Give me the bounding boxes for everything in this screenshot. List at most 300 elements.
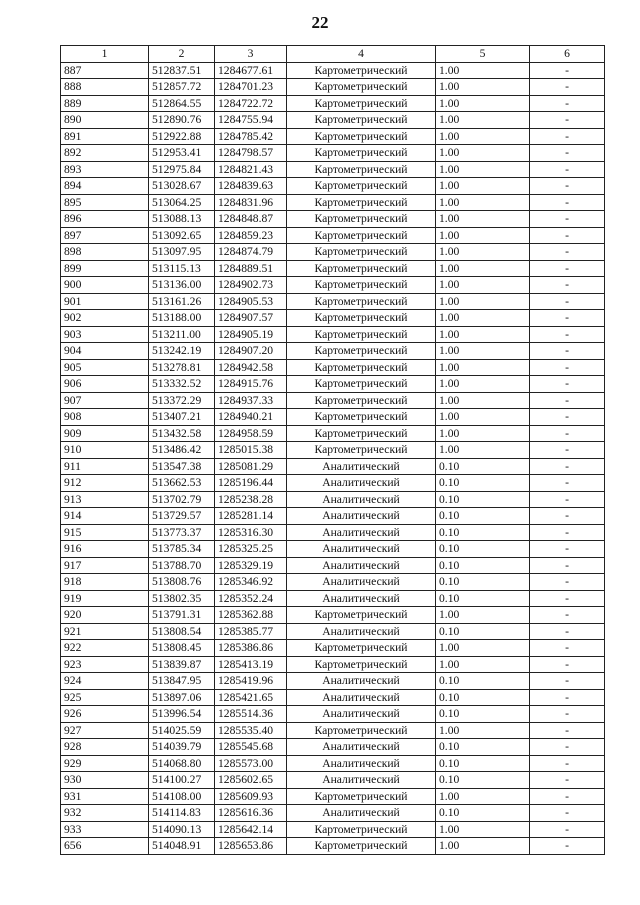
table-row (61, 673, 605, 690)
note-cell: - (530, 458, 605, 475)
table-row (61, 277, 605, 294)
table-row (61, 145, 605, 162)
x-coordinate-cell: 514048.91 (149, 838, 215, 855)
y-coordinate-cell: 1284785.42 (215, 128, 287, 145)
point-number-cell: 893 (61, 161, 149, 178)
x-coordinate-cell: 514068.80 (149, 755, 215, 772)
y-coordinate-cell: 1285573.00 (215, 755, 287, 772)
y-coordinate-cell: 1284831.96 (215, 194, 287, 211)
note-cell: - (530, 145, 605, 162)
column-header: 2 (149, 46, 215, 63)
method-cell: Картометрический (287, 788, 436, 805)
accuracy-cell: 1.00 (436, 838, 530, 855)
x-coordinate-cell: 512953.41 (149, 145, 215, 162)
column-header: 4 (287, 46, 436, 63)
method-cell: Картометрический (287, 376, 436, 393)
point-number-cell: 909 (61, 425, 149, 442)
accuracy-cell: 1.00 (436, 409, 530, 426)
method-cell: Аналитический (287, 772, 436, 789)
note-cell: - (530, 673, 605, 690)
y-coordinate-cell: 1285535.40 (215, 722, 287, 739)
note-cell: - (530, 689, 605, 706)
accuracy-cell: 0.10 (436, 491, 530, 508)
x-coordinate-cell: 513407.21 (149, 409, 215, 426)
method-cell: Аналитический (287, 805, 436, 822)
point-number-cell: 920 (61, 607, 149, 624)
x-coordinate-cell: 513729.57 (149, 508, 215, 525)
method-cell: Картометрический (287, 260, 436, 277)
accuracy-cell: 1.00 (436, 62, 530, 79)
accuracy-cell: 1.00 (436, 640, 530, 657)
x-coordinate-cell: 513808.54 (149, 623, 215, 640)
point-number-cell: 889 (61, 95, 149, 112)
point-number-cell: 895 (61, 194, 149, 211)
method-cell: Аналитический (287, 706, 436, 723)
y-coordinate-cell: 1285015.38 (215, 442, 287, 459)
point-number-cell: 890 (61, 112, 149, 129)
table-row (61, 821, 605, 838)
x-coordinate-cell: 513088.13 (149, 211, 215, 228)
note-cell: - (530, 706, 605, 723)
x-coordinate-cell: 513092.65 (149, 227, 215, 244)
y-coordinate-cell: 1285362.88 (215, 607, 287, 624)
point-number-cell: 898 (61, 244, 149, 261)
point-number-cell: 919 (61, 590, 149, 607)
table-row (61, 409, 605, 426)
accuracy-cell: 0.10 (436, 524, 530, 541)
y-coordinate-cell: 1285545.68 (215, 739, 287, 756)
y-coordinate-cell: 1284940.21 (215, 409, 287, 426)
table-row (61, 805, 605, 822)
point-number-cell: 910 (61, 442, 149, 459)
accuracy-cell: 0.10 (436, 623, 530, 640)
method-cell: Картометрический (287, 112, 436, 129)
method-cell: Картометрический (287, 310, 436, 327)
accuracy-cell: 0.10 (436, 805, 530, 822)
x-coordinate-cell: 512922.88 (149, 128, 215, 145)
y-coordinate-cell: 1285238.28 (215, 491, 287, 508)
point-number-cell: 918 (61, 574, 149, 591)
method-cell: Картометрический (287, 392, 436, 409)
point-number-cell: 892 (61, 145, 149, 162)
y-coordinate-cell: 1285346.92 (215, 574, 287, 591)
method-cell: Аналитический (287, 590, 436, 607)
y-coordinate-cell: 1284798.57 (215, 145, 287, 162)
point-number-cell: 931 (61, 788, 149, 805)
x-coordinate-cell: 514108.00 (149, 788, 215, 805)
note-cell: - (530, 772, 605, 789)
x-coordinate-cell: 512975.84 (149, 161, 215, 178)
note-cell: - (530, 574, 605, 591)
point-number-cell: 899 (61, 260, 149, 277)
x-coordinate-cell: 513486.42 (149, 442, 215, 459)
x-coordinate-cell: 513242.19 (149, 343, 215, 360)
note-cell: - (530, 590, 605, 607)
table-row (61, 689, 605, 706)
point-number-cell: 908 (61, 409, 149, 426)
note-cell: - (530, 821, 605, 838)
y-coordinate-cell: 1285616.36 (215, 805, 287, 822)
method-cell: Аналитический (287, 755, 436, 772)
accuracy-cell: 1.00 (436, 95, 530, 112)
x-coordinate-cell: 514039.79 (149, 739, 215, 756)
y-coordinate-cell: 1285413.19 (215, 656, 287, 673)
point-number-cell: 904 (61, 343, 149, 360)
note-cell: - (530, 95, 605, 112)
x-coordinate-cell: 513839.87 (149, 656, 215, 673)
y-coordinate-cell: 1285609.93 (215, 788, 287, 805)
table-row (61, 359, 605, 376)
x-coordinate-cell: 513097.95 (149, 244, 215, 261)
note-cell: - (530, 128, 605, 145)
y-coordinate-cell: 1284874.79 (215, 244, 287, 261)
x-coordinate-cell: 513791.31 (149, 607, 215, 624)
accuracy-cell: 1.00 (436, 277, 530, 294)
table-row (61, 623, 605, 640)
method-cell: Картометрический (287, 425, 436, 442)
point-number-cell: 900 (61, 277, 149, 294)
point-number-cell: 923 (61, 656, 149, 673)
point-number-cell: 926 (61, 706, 149, 723)
table-row (61, 79, 605, 96)
accuracy-cell: 1.00 (436, 376, 530, 393)
x-coordinate-cell: 513802.35 (149, 590, 215, 607)
y-coordinate-cell: 1284937.33 (215, 392, 287, 409)
x-coordinate-cell: 513136.00 (149, 277, 215, 294)
method-cell: Картометрический (287, 211, 436, 228)
x-coordinate-cell: 513808.45 (149, 640, 215, 657)
x-coordinate-cell: 513211.00 (149, 326, 215, 343)
point-number-cell: 927 (61, 722, 149, 739)
table-row (61, 112, 605, 129)
method-cell: Картометрический (287, 838, 436, 855)
accuracy-cell: 1.00 (436, 821, 530, 838)
table-row (61, 590, 605, 607)
y-coordinate-cell: 1284821.43 (215, 161, 287, 178)
method-cell: Картометрический (287, 178, 436, 195)
y-coordinate-cell: 1285386.86 (215, 640, 287, 657)
method-cell: Картометрический (287, 62, 436, 79)
method-cell: Картометрический (287, 607, 436, 624)
method-cell: Картометрический (287, 640, 436, 657)
table-row (61, 260, 605, 277)
note-cell: - (530, 755, 605, 772)
table-row (61, 788, 605, 805)
table-row (61, 541, 605, 558)
point-number-cell: 933 (61, 821, 149, 838)
method-cell: Картометрический (287, 293, 436, 310)
table-row (61, 326, 605, 343)
table-row (61, 161, 605, 178)
note-cell: - (530, 425, 605, 442)
x-coordinate-cell: 513278.81 (149, 359, 215, 376)
accuracy-cell: 1.00 (436, 293, 530, 310)
note-cell: - (530, 326, 605, 343)
method-cell: Аналитический (287, 458, 436, 475)
column-header: 5 (436, 46, 530, 63)
point-number-cell: 887 (61, 62, 149, 79)
accuracy-cell: 1.00 (436, 392, 530, 409)
table-row (61, 491, 605, 508)
table-row (61, 227, 605, 244)
method-cell: Аналитический (287, 557, 436, 574)
table-row (61, 392, 605, 409)
note-cell: - (530, 260, 605, 277)
point-number-cell: 894 (61, 178, 149, 195)
point-number-cell: 901 (61, 293, 149, 310)
y-coordinate-cell: 1285281.14 (215, 508, 287, 525)
note-cell: - (530, 112, 605, 129)
point-number-cell: 914 (61, 508, 149, 525)
accuracy-cell: 0.10 (436, 475, 530, 492)
x-coordinate-cell: 513808.76 (149, 574, 215, 591)
accuracy-cell: 0.10 (436, 673, 530, 690)
accuracy-cell: 1.00 (436, 359, 530, 376)
note-cell: - (530, 623, 605, 640)
note-cell: - (530, 607, 605, 624)
table-row (61, 128, 605, 145)
note-cell: - (530, 227, 605, 244)
note-cell: - (530, 409, 605, 426)
point-number-cell: 922 (61, 640, 149, 657)
table-row (61, 706, 605, 723)
x-coordinate-cell: 513773.37 (149, 524, 215, 541)
y-coordinate-cell: 1284701.23 (215, 79, 287, 96)
accuracy-cell: 0.10 (436, 739, 530, 756)
note-cell: - (530, 491, 605, 508)
x-coordinate-cell: 512864.55 (149, 95, 215, 112)
method-cell: Картометрический (287, 194, 436, 211)
table-row (61, 244, 605, 261)
accuracy-cell: 0.10 (436, 706, 530, 723)
point-number-cell: 896 (61, 211, 149, 228)
x-coordinate-cell: 513161.26 (149, 293, 215, 310)
table-row (61, 640, 605, 657)
accuracy-cell: 0.10 (436, 557, 530, 574)
y-coordinate-cell: 1284942.58 (215, 359, 287, 376)
table-row (61, 178, 605, 195)
y-coordinate-cell: 1284902.73 (215, 277, 287, 294)
y-coordinate-cell: 1284905.19 (215, 326, 287, 343)
note-cell: - (530, 79, 605, 96)
y-coordinate-cell: 1285514.36 (215, 706, 287, 723)
point-number-cell: 921 (61, 623, 149, 640)
column-header: 1 (61, 46, 149, 63)
y-coordinate-cell: 1284839.63 (215, 178, 287, 195)
x-coordinate-cell: 513188.00 (149, 310, 215, 327)
accuracy-cell: 1.00 (436, 112, 530, 129)
accuracy-cell: 1.00 (436, 310, 530, 327)
accuracy-cell: 0.10 (436, 574, 530, 591)
table-row (61, 524, 605, 541)
note-cell: - (530, 508, 605, 525)
note-cell: - (530, 194, 605, 211)
method-cell: Картометрический (287, 79, 436, 96)
y-coordinate-cell: 1285602.65 (215, 772, 287, 789)
note-cell: - (530, 805, 605, 822)
method-cell: Картометрический (287, 442, 436, 459)
accuracy-cell: 1.00 (436, 425, 530, 442)
method-cell: Аналитический (287, 524, 436, 541)
accuracy-cell: 1.00 (436, 244, 530, 261)
table-row (61, 62, 605, 79)
x-coordinate-cell: 513662.53 (149, 475, 215, 492)
method-cell: Картометрический (287, 244, 436, 261)
note-cell: - (530, 310, 605, 327)
table-row (61, 343, 605, 360)
coordinates-table (60, 45, 605, 855)
table-row (61, 772, 605, 789)
y-coordinate-cell: 1285352.24 (215, 590, 287, 607)
point-number-cell: 912 (61, 475, 149, 492)
point-number-cell: 907 (61, 392, 149, 409)
note-cell: - (530, 524, 605, 541)
y-coordinate-cell: 1284848.87 (215, 211, 287, 228)
point-number-cell: 902 (61, 310, 149, 327)
table-row (61, 607, 605, 624)
x-coordinate-cell: 513372.29 (149, 392, 215, 409)
x-coordinate-cell: 513115.13 (149, 260, 215, 277)
y-coordinate-cell: 1285316.30 (215, 524, 287, 541)
table-row (61, 739, 605, 756)
method-cell: Аналитический (287, 508, 436, 525)
accuracy-cell: 0.10 (436, 590, 530, 607)
note-cell: - (530, 178, 605, 195)
accuracy-cell: 1.00 (436, 260, 530, 277)
table-row (61, 458, 605, 475)
point-number-cell: 903 (61, 326, 149, 343)
point-number-cell: 911 (61, 458, 149, 475)
table-row (61, 95, 605, 112)
x-coordinate-cell: 512890.76 (149, 112, 215, 129)
method-cell: Картометрический (287, 656, 436, 673)
method-cell: Картометрический (287, 343, 436, 360)
point-number-cell: 924 (61, 673, 149, 690)
accuracy-cell: 1.00 (436, 326, 530, 343)
y-coordinate-cell: 1285385.77 (215, 623, 287, 640)
table-row (61, 475, 605, 492)
y-coordinate-cell: 1284915.76 (215, 376, 287, 393)
y-coordinate-cell: 1285419.96 (215, 673, 287, 690)
method-cell: Аналитический (287, 491, 436, 508)
x-coordinate-cell: 513028.67 (149, 178, 215, 195)
y-coordinate-cell: 1284889.51 (215, 260, 287, 277)
accuracy-cell: 1.00 (436, 211, 530, 228)
note-cell: - (530, 211, 605, 228)
accuracy-cell: 1.00 (436, 656, 530, 673)
table-row (61, 574, 605, 591)
accuracy-cell: 1.00 (436, 178, 530, 195)
x-coordinate-cell: 514100.27 (149, 772, 215, 789)
accuracy-cell: 0.10 (436, 755, 530, 772)
accuracy-cell: 1.00 (436, 79, 530, 96)
note-cell: - (530, 293, 605, 310)
accuracy-cell: 1.00 (436, 788, 530, 805)
note-cell: - (530, 541, 605, 558)
table-row (61, 656, 605, 673)
method-cell: Картометрический (287, 409, 436, 426)
note-cell: - (530, 359, 605, 376)
point-number-cell: 891 (61, 128, 149, 145)
x-coordinate-cell: 513785.34 (149, 541, 215, 558)
note-cell: - (530, 739, 605, 756)
note-cell: - (530, 475, 605, 492)
accuracy-cell: 0.10 (436, 772, 530, 789)
method-cell: Картометрический (287, 128, 436, 145)
note-cell: - (530, 376, 605, 393)
method-cell: Аналитический (287, 541, 436, 558)
method-cell: Аналитический (287, 574, 436, 591)
accuracy-cell: 1.00 (436, 343, 530, 360)
method-cell: Картометрический (287, 95, 436, 112)
x-coordinate-cell: 512837.51 (149, 62, 215, 79)
accuracy-cell: 1.00 (436, 607, 530, 624)
table-body (61, 62, 605, 854)
point-number-cell: 916 (61, 541, 149, 558)
y-coordinate-cell: 1284755.94 (215, 112, 287, 129)
page-number: 22 (311, 13, 329, 32)
y-coordinate-cell: 1285642.14 (215, 821, 287, 838)
table-row (61, 194, 605, 211)
table-row (61, 293, 605, 310)
table-row (61, 755, 605, 772)
table-row (61, 425, 605, 442)
point-number-cell: 925 (61, 689, 149, 706)
note-cell: - (530, 62, 605, 79)
note-cell: - (530, 442, 605, 459)
accuracy-cell: 1.00 (436, 145, 530, 162)
method-cell: Картометрический (287, 326, 436, 343)
point-number-cell: 905 (61, 359, 149, 376)
point-number-cell: 906 (61, 376, 149, 393)
note-cell: - (530, 392, 605, 409)
y-coordinate-cell: 1284859.23 (215, 227, 287, 244)
method-cell: Аналитический (287, 673, 436, 690)
y-coordinate-cell: 1285325.25 (215, 541, 287, 558)
method-cell: Аналитический (287, 739, 436, 756)
accuracy-cell: 1.00 (436, 442, 530, 459)
table-row (61, 211, 605, 228)
table-row (61, 508, 605, 525)
x-coordinate-cell: 513788.70 (149, 557, 215, 574)
accuracy-cell: 1.00 (436, 227, 530, 244)
point-number-cell: 888 (61, 79, 149, 96)
point-number-cell: 913 (61, 491, 149, 508)
y-coordinate-cell: 1284958.59 (215, 425, 287, 442)
x-coordinate-cell: 513702.79 (149, 491, 215, 508)
note-cell: - (530, 656, 605, 673)
point-number-cell: 930 (61, 772, 149, 789)
accuracy-cell: 0.10 (436, 541, 530, 558)
method-cell: Картометрический (287, 722, 436, 739)
x-coordinate-cell: 513064.25 (149, 194, 215, 211)
accuracy-cell: 1.00 (436, 161, 530, 178)
note-cell: - (530, 838, 605, 855)
point-number-cell: 915 (61, 524, 149, 541)
table-row (61, 310, 605, 327)
method-cell: Картометрический (287, 821, 436, 838)
point-number-cell: 932 (61, 805, 149, 822)
y-coordinate-cell: 1284907.57 (215, 310, 287, 327)
accuracy-cell: 0.10 (436, 458, 530, 475)
y-coordinate-cell: 1285081.29 (215, 458, 287, 475)
table-row (61, 838, 605, 855)
x-coordinate-cell: 512857.72 (149, 79, 215, 96)
method-cell: Аналитический (287, 475, 436, 492)
note-cell: - (530, 244, 605, 261)
y-coordinate-cell: 1284905.53 (215, 293, 287, 310)
x-coordinate-cell: 514114.83 (149, 805, 215, 822)
